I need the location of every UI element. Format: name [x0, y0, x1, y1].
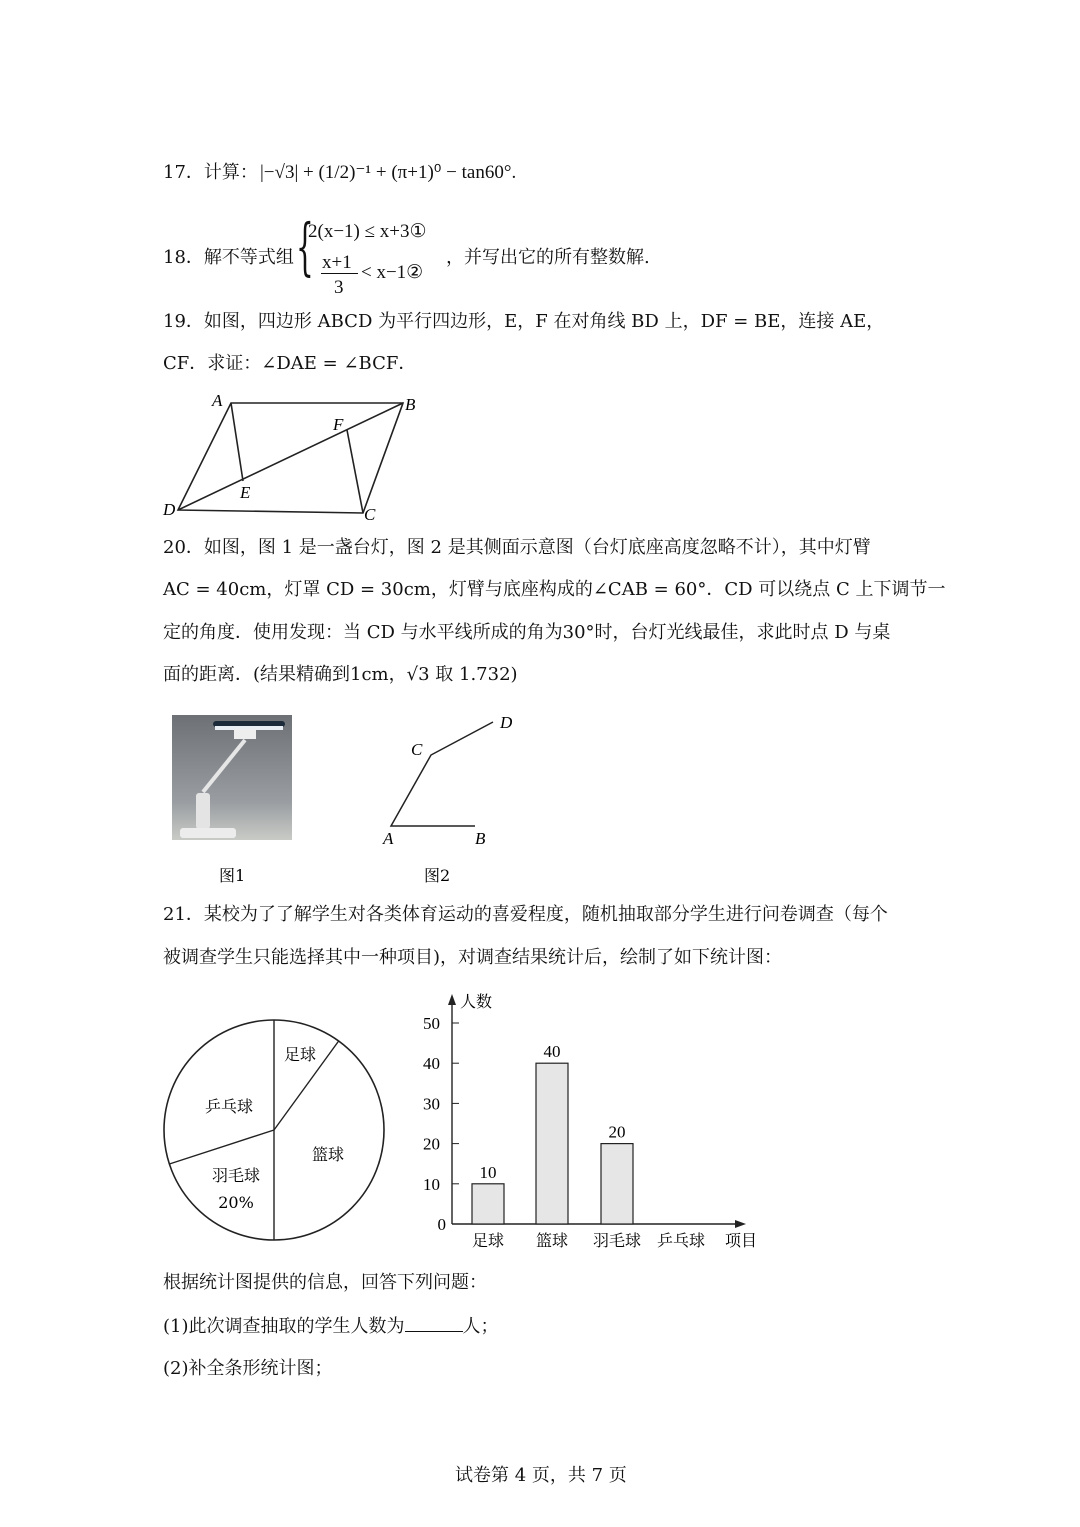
pie-divider — [169, 1130, 274, 1164]
bar-足球 — [472, 1184, 504, 1224]
bar-篮球 — [536, 1063, 568, 1224]
q17-label: 17．计算： — [163, 162, 258, 183]
label-E: E — [240, 483, 251, 502]
fig1-caption: 图1 — [219, 866, 246, 885]
fig2-label-C: C — [411, 740, 423, 759]
x-tick-label: 乒乓球 — [656, 1231, 706, 1250]
bar-value-label: 40 — [543, 1042, 561, 1062]
label-D: D — [163, 500, 176, 519]
y-tick-label: 40 — [423, 1054, 440, 1074]
label-A: A — [212, 391, 223, 410]
q18-tail: ，并写出它的所有整数解. — [446, 247, 650, 268]
pie-label-3: 乒乓球 — [204, 1097, 254, 1116]
y-axis-label: 人数 — [460, 992, 493, 1011]
q19-line1: 19．如图，四边形 ABCD 为平行四边形，E，F 在对角线 BD 上，DF = BE，连接 AE， — [163, 311, 885, 332]
q18-inequality-1: 2(x−1) ≤ x+3① — [308, 221, 427, 242]
q21-sub2: (2)补全条形统计图； — [163, 1358, 333, 1379]
q21-sub1-text: (1)此次调查抽取的学生人数为 — [163, 1316, 405, 1337]
label-B: B — [405, 395, 416, 414]
y-axis-arrow — [448, 994, 456, 1005]
q21-sub1-unit: 人； — [462, 1316, 499, 1337]
x-tick-label: 羽毛球 — [592, 1231, 642, 1250]
label-C: C — [364, 505, 376, 524]
pie-label-2: 羽毛球 — [211, 1166, 261, 1185]
q21-after: 根据统计图提供的信息，回答下列问题： — [163, 1272, 487, 1293]
x-tick-label: 篮球 — [535, 1231, 569, 1250]
lamp-photo — [172, 715, 292, 840]
q18-label: 18．解不等式组 — [163, 247, 294, 268]
q20-line1: 20．如图，图 1 是一盏台灯，图 2 是其侧面示意图（台灯底座高度忽略不计），其中灯臂 — [163, 537, 871, 558]
q20-line3: 定的角度．使用发现：当 CD 与水平线所成的角为30°时，台灯光线最佳，求此时点 D 与桌 — [163, 622, 891, 643]
q18-frac-den: 3 — [334, 277, 344, 298]
answer-blank[interactable] — [405, 1317, 463, 1332]
brace: { — [296, 210, 314, 283]
fig2-caption: 图2 — [424, 866, 451, 885]
y-tick-label: 10 — [423, 1174, 440, 1194]
x-tick-label: 足球 — [471, 1231, 505, 1250]
y-tick-label: 0 — [437, 1215, 446, 1234]
q17-expression: |−√3| + (1/2)⁻¹ + (π+1)⁰ − tan60°. — [260, 162, 517, 183]
q21-line2: 被调查学生只能选择其中一种项目)，对调查结果统计后，绘制了如下统计图： — [163, 947, 783, 968]
bar-value-label: 10 — [479, 1162, 497, 1182]
pie-chart — [164, 1020, 384, 1240]
q19-line2: CF．求证：∠DAE = ∠BCF． — [163, 353, 417, 374]
page-footer: 试卷第 4 页，共 7 页 — [455, 1465, 627, 1486]
y-tick-label: 20 — [423, 1134, 440, 1154]
pie-label-1: 篮球 — [311, 1145, 345, 1164]
label-F: F — [333, 415, 344, 434]
q20-line4: 面的距离．(结果精确到1cm，√3 取 1.732) — [163, 664, 518, 685]
x-axis-arrow — [735, 1220, 746, 1228]
x-axis-label: 项目 — [725, 1231, 758, 1250]
q18-inequality-2-rest: < x−1② — [361, 262, 424, 283]
fig2-label-D: D — [500, 713, 513, 732]
q20-line2: AC = 40cm，灯罩 CD = 30cm，灯臂与底座构成的∠CAB = 60°．CD 可以绕点 C 上下调节一 — [163, 579, 946, 600]
bar-chart — [423, 992, 757, 1250]
bar-羽毛球 — [601, 1144, 633, 1224]
pie-percent-label: 20% — [218, 1193, 254, 1212]
q18-frac-num: x+1 — [322, 252, 352, 273]
q21-sub1 — [163, 1317, 499, 1336]
lamp-diagram — [391, 722, 493, 826]
y-tick-label: 30 — [423, 1094, 440, 1114]
q21-line1: 21．某校为了了解学生对各类体育运动的喜爱程度，随机抽取部分学生进行问卷调查（每个 — [163, 904, 888, 925]
parallelogram-figure — [178, 403, 403, 513]
fig2-label-B: B — [475, 829, 486, 848]
y-tick-label: 50 — [423, 1014, 440, 1033]
fig2-label-A: A — [383, 829, 394, 848]
pie-label-0: 足球 — [283, 1045, 317, 1064]
bar-value-label: 20 — [608, 1122, 626, 1142]
